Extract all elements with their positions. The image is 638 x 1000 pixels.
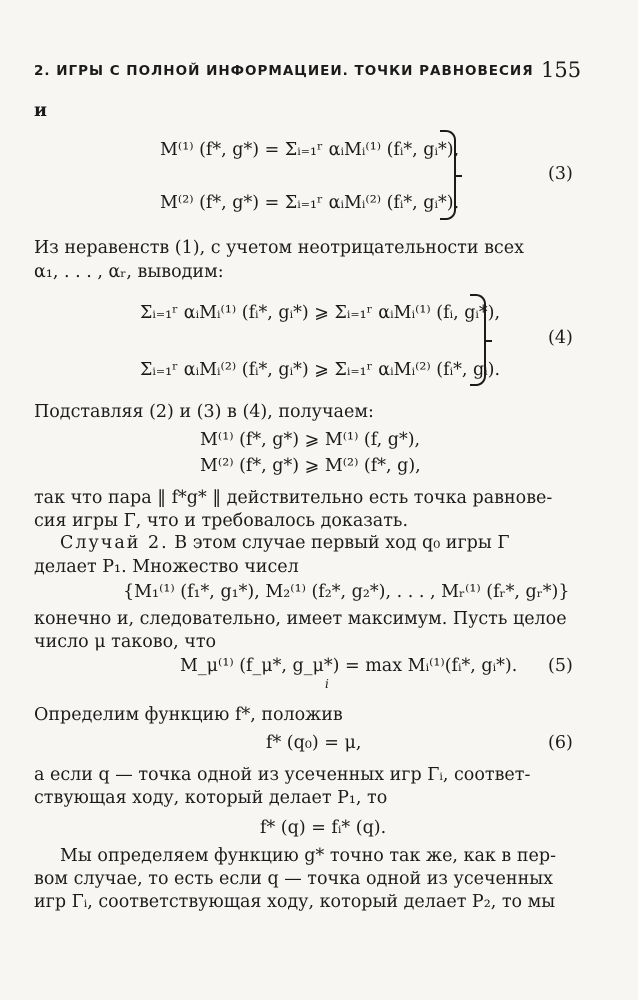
equation-4b: Σᵢ₌₁ʳ αᵢMᵢ⁽²⁾ (fᵢ*, gᵢ*) ⩾ Σᵢ₌₁ʳ αᵢMᵢ⁽²⁾ (fᵢ*, gᵢ). — [140, 360, 501, 380]
case-text: В этом случае первый ход q₀ игры Γ — [168, 533, 510, 553]
equation-3a: M⁽¹⁾ (f*, g*) = Σᵢ₌₁ʳ αᵢMᵢ⁽¹⁾ (fᵢ*, gᵢ*), — [160, 140, 460, 160]
text-line: игр Γᵢ, соответствующая ходу, который делает P₂, то мы — [34, 892, 556, 912]
equation-5: M_μ⁽¹⁾ (f_μ*, g_μ*) = max Mᵢ⁽¹⁾(fᵢ*, gᵢ*). — [180, 656, 518, 676]
right-brace-icon — [440, 130, 456, 220]
equation-label: (5) — [548, 656, 573, 676]
text-line: число μ таково, что — [34, 632, 217, 652]
text-line: α₁, . . . , αᵣ, выводим: — [34, 262, 224, 282]
text-line: а если q — точка одной из усеченных игр Γᵢ, соответ- — [34, 765, 531, 785]
equation-7: f* (q) = fᵢ* (q). — [260, 818, 387, 838]
text-line: сия игры Γ, что и требовалось доказать. — [34, 511, 409, 531]
text-line: Мы определяем функцию g* точно так же, как в пер- — [60, 846, 556, 866]
text-line: Из неравенств (1), с учетом неотрицательности всех — [34, 238, 524, 258]
text-line — [60, 533, 509, 553]
text-line: Подставляя (2) и (3) в (4), получаем: — [34, 402, 374, 422]
running-title: 2. ИГРЫ С ПОЛНОЙ ИНФОРМАЦИЕИ. ТОЧКИ РАВНОВЕСИЯ — [34, 63, 534, 79]
page-number: 155 — [541, 58, 582, 82]
equation-4a: Σᵢ₌₁ʳ αᵢMᵢ⁽¹⁾ (fᵢ*, gᵢ*) ⩾ Σᵢ₌₁ʳ αᵢMᵢ⁽¹⁾ (fᵢ, gᵢ*), — [140, 303, 501, 323]
equation-label: (4) — [548, 328, 573, 348]
max-subscript: i — [325, 677, 329, 691]
text-line: и — [34, 101, 47, 121]
equation-6: f* (q₀) = μ, — [266, 733, 362, 753]
text-line: делает P₁. Множество чисел — [34, 557, 299, 577]
equation-label: (6) — [548, 733, 573, 753]
text-line: так что пара ‖ f*g* ‖ действительно есть точка равнове- — [34, 488, 553, 508]
text-line: конечно и, следовательно, имеет максимум. Пусть целое — [34, 609, 567, 629]
equation-3b: M⁽²⁾ (f*, g*) = Σᵢ₌₁ʳ αᵢMᵢ⁽²⁾ (fᵢ*, gᵢ*). — [160, 193, 460, 213]
right-brace-icon — [470, 294, 486, 386]
inequality-2: M⁽²⁾ (f*, g*) ⩾ M⁽²⁾ (f*, g), — [200, 456, 421, 476]
equation-label: (3) — [548, 164, 573, 184]
inequality-1: M⁽¹⁾ (f*, g*) ⩾ M⁽¹⁾ (f, g*), — [200, 430, 421, 450]
text-line: вом случае, то есть если q — точка одной из усеченных — [34, 869, 554, 889]
case-heading: Случай 2. — [60, 533, 169, 553]
text-line: Определим функцию f*, положив — [34, 705, 343, 725]
text-line: ствующая ходу, который делает P₁, то — [34, 788, 388, 808]
number-set: {M₁⁽¹⁾ (f₁*, g₁*), M₂⁽¹⁾ (f₂*, g₂*), . . . , Mᵣ⁽¹⁾ (fᵣ*, gᵣ*)} — [123, 582, 570, 602]
